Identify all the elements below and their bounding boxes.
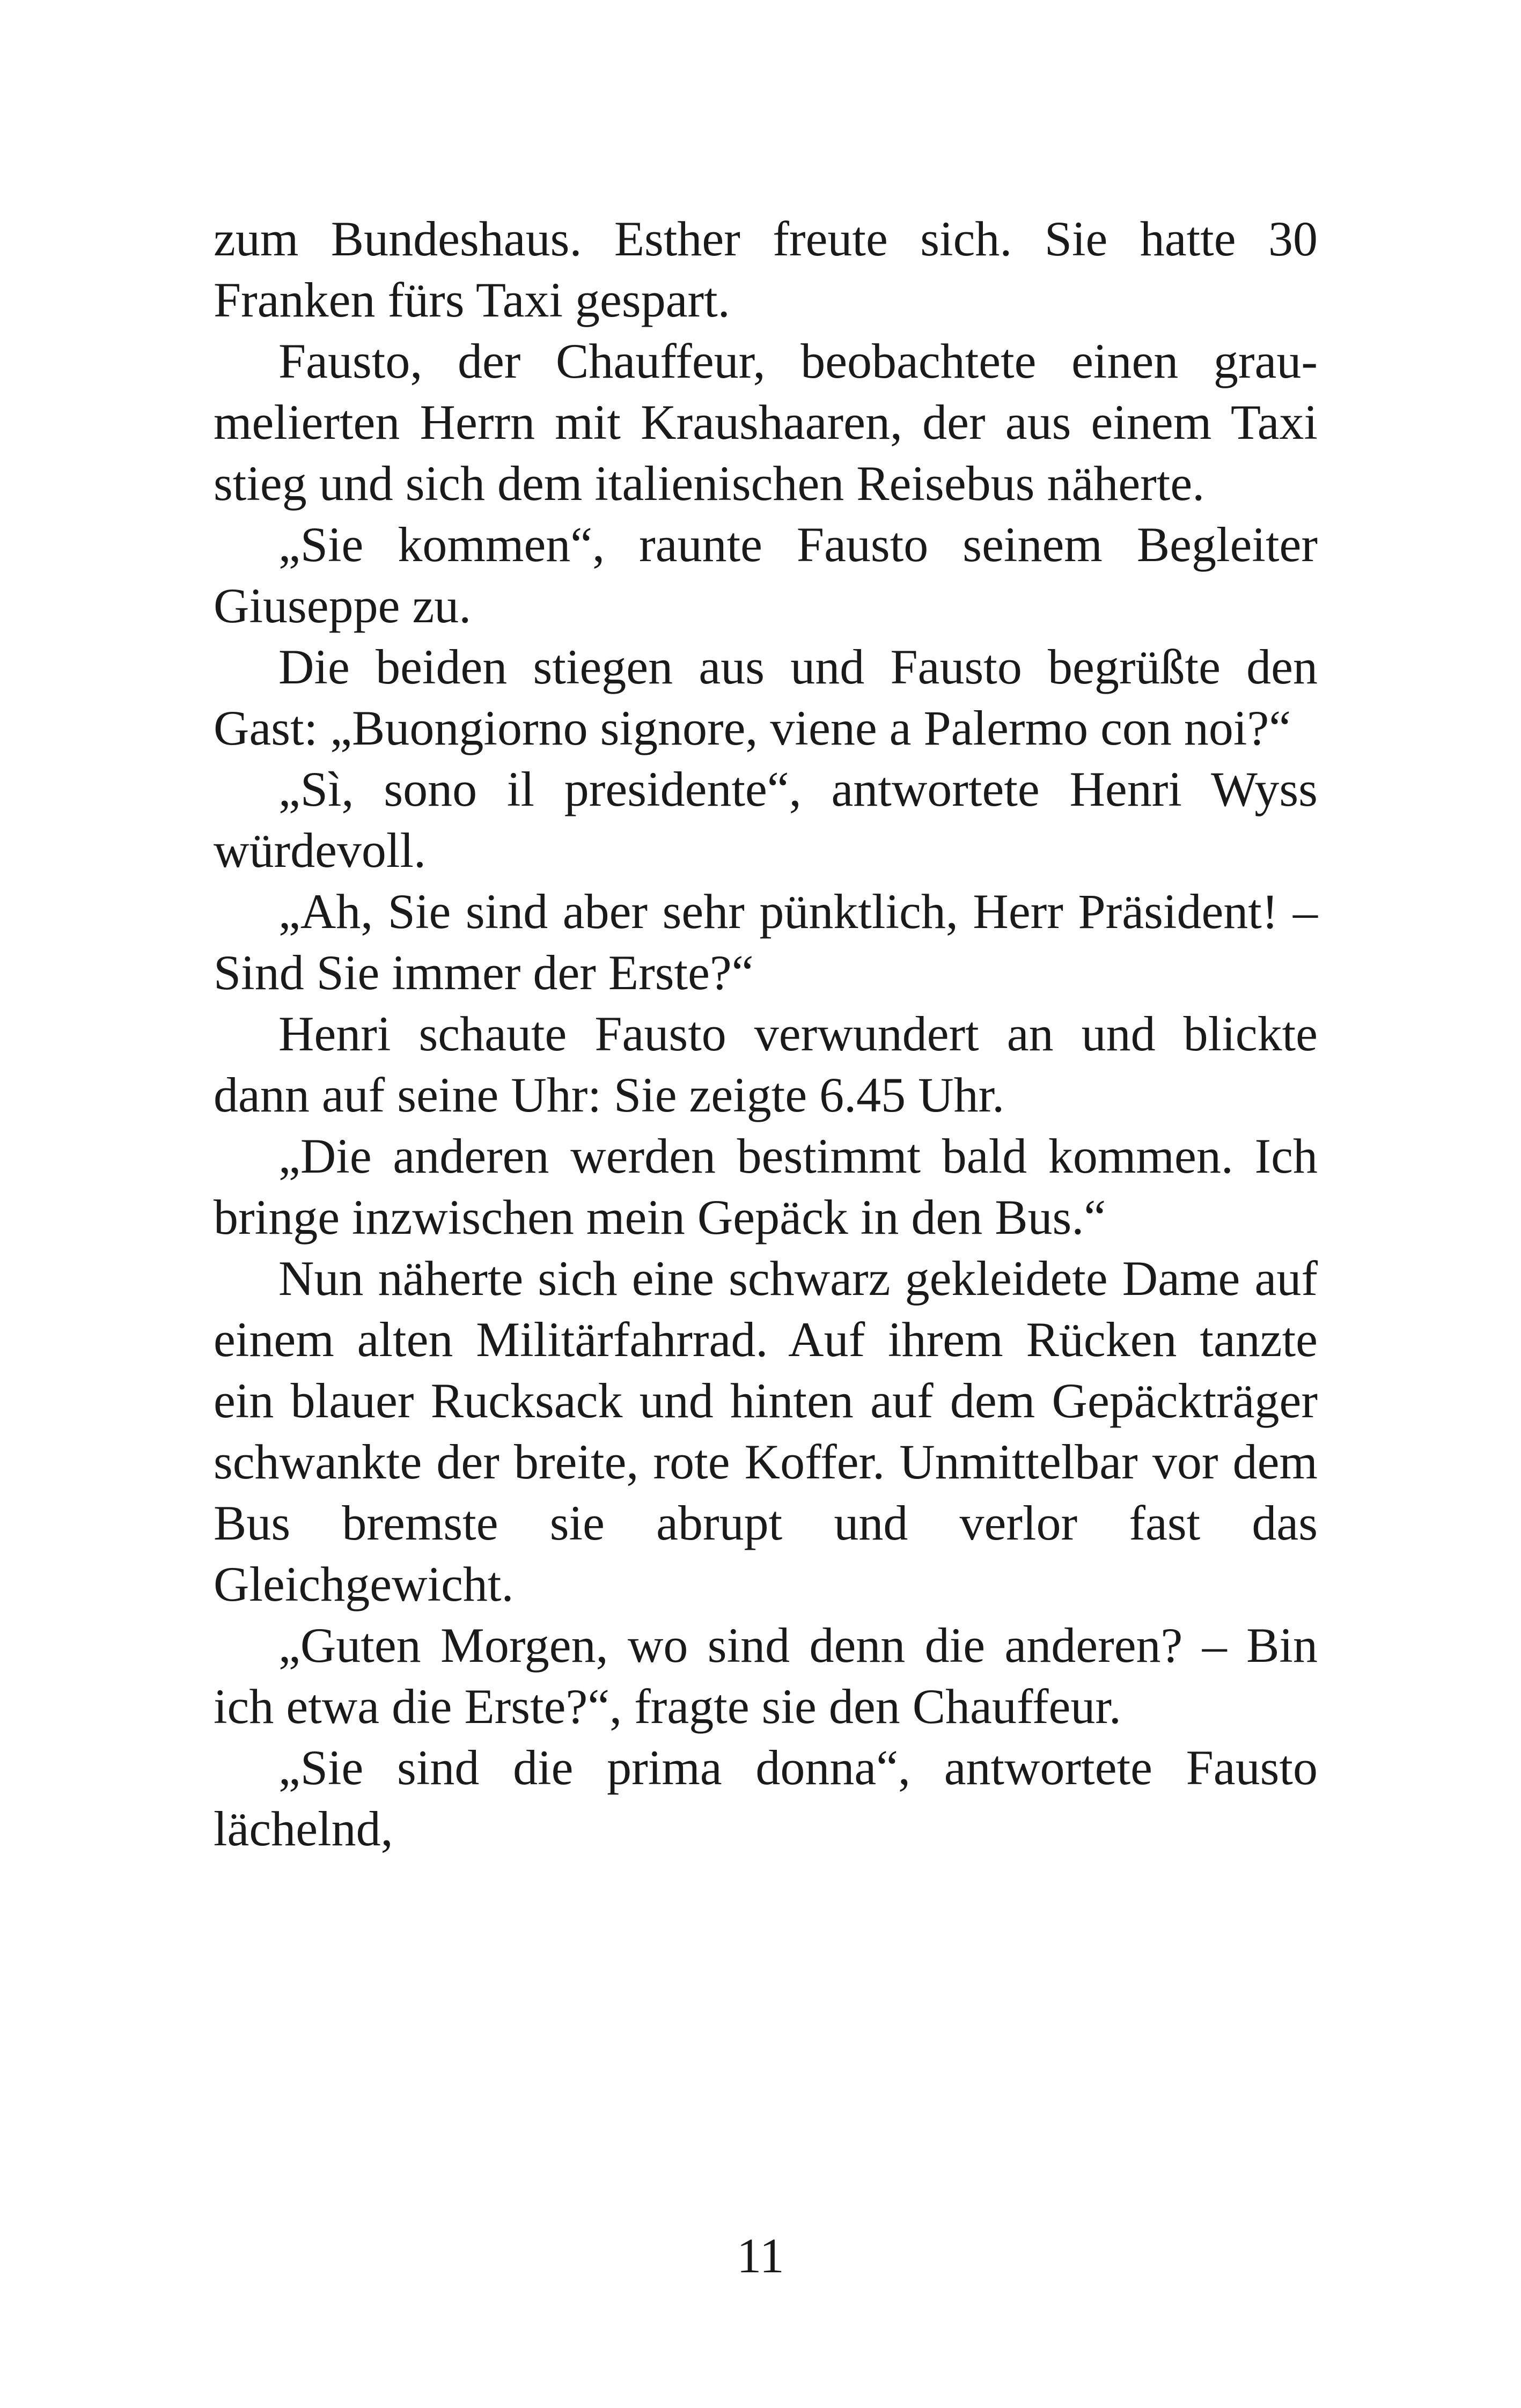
paragraph-7: Henri schaute Fausto verwundert an und blickte dann auf seine Uhr: Sie zeigte 6.45 Uhr. — [214, 1006, 1318, 1122]
paragraph-10: „Guten Morgen, wo sind denn die anderen? – Bin ich etwa die Erste?“, fragte sie den Chauffeur. — [214, 1618, 1318, 1734]
paragraph-11: „Sie sind die prima donna“, antwortete Fausto lächelnd, — [214, 1740, 1318, 1856]
paragraph-5: „Sì, sono il presidente“, antwortete Henri Wyss würdevoll. — [214, 762, 1318, 878]
paragraph-6: „Ah, Sie sind aber sehr pünktlich, Herr Präsident! – Sind Sie immer der Erste?“ — [214, 884, 1318, 1000]
page-number: 11 — [737, 2228, 784, 2283]
paragraph-4: Die beiden stiegen aus und Fausto begrüßte den Gast: „Buongiorno signore, viene a Palermo con noi?“ — [214, 639, 1318, 755]
paragraph-8: „Die anderen werden bestimmt bald kommen. Ich bringe inzwischen mein Gepäck in den Bus.“ — [214, 1129, 1318, 1244]
paragraph-1: zum Bundeshaus. Esther freute sich. Sie hatte 30 Franken fürs Taxi gespart. — [214, 211, 1318, 327]
paragraph-9: Nun näherte sich eine schwarz gekleidete Dame auf einem alten Militärfahrrad. Auf ihrem Rücken tanzte ein blauer Rucksack und hinten auf dem Gepäckträger schwankte der breite, rote Koffer. Unmittelbar vor dem Bus bremste sie abrupt und verlor fast das Gleichgewicht. — [214, 1251, 1318, 1611]
paragraph-3: „Sie kommen“, raunte Fausto seinem Begleiter Giuseppe zu. — [214, 517, 1318, 633]
body-text — [214, 208, 1318, 1859]
paragraph-2: Fausto, der Chauffeur, beobachtete einen graumelierten Herrn mit Kraushaaren, der aus einem Taxi stieg und sich dem italienischen Reisebus näherte. — [214, 334, 1318, 511]
